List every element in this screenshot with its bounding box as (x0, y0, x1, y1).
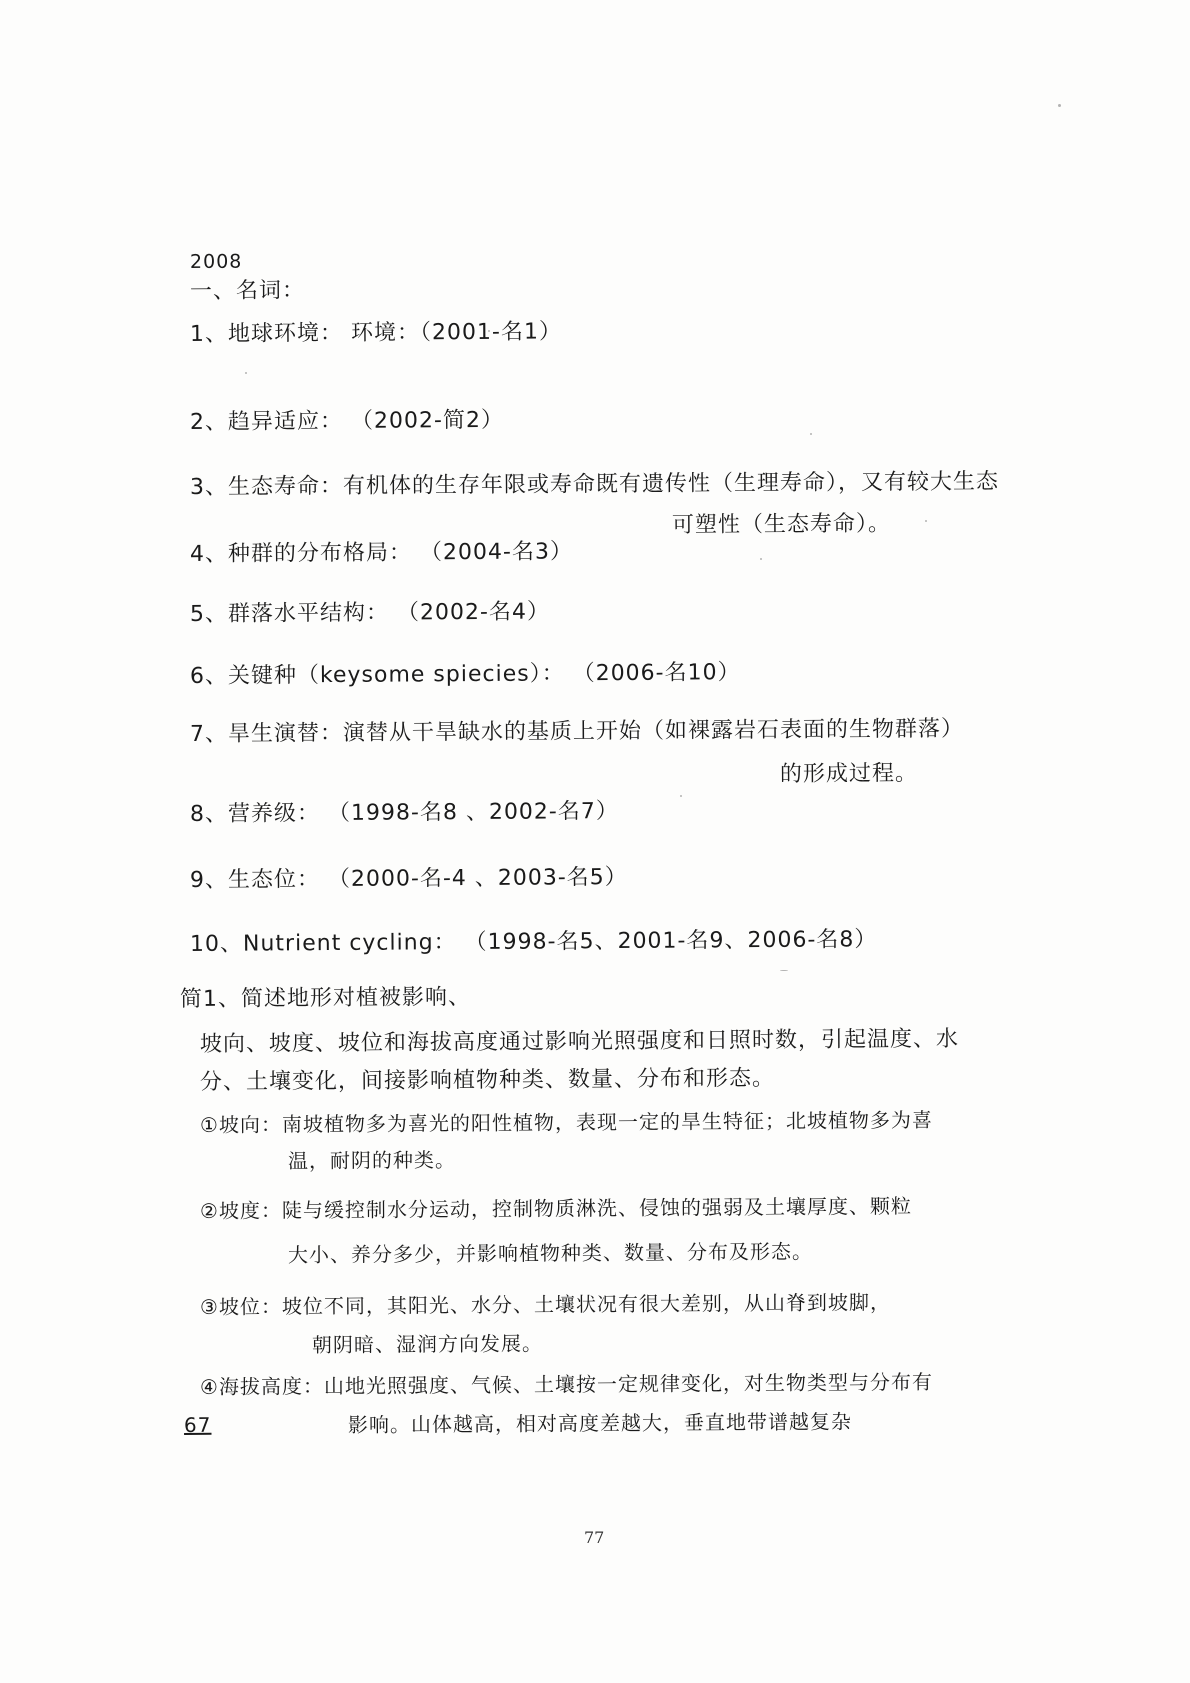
answer-point-continuation: 温，耐阴的种类。 (287, 1147, 457, 1173)
term-item: 6、关键种（keysome spiecies）： （2006-名10） (189, 660, 741, 689)
scan-speck (680, 795, 682, 797)
answer-point-continuation: 朝阴暗、湿润方向发展。 (311, 1331, 544, 1357)
answer-point-continuation: 影响。山体越高，相对高度差越大，垂直地带谱越复杂 (347, 1409, 853, 1437)
answer-intro-line: 坡向、坡度、坡位和海拔高度通过影响光照强度和日照时数，引起温度、水 (199, 1026, 960, 1057)
scan-speck (780, 970, 788, 971)
term-item: 2、趋异适应： （2002-简2） (189, 407, 504, 435)
page-number: 77 (584, 1528, 605, 1547)
term-item: 7、旱生演替：演替从干旱缺水的基质上开始（如裸露岩石表面的生物群落） (189, 716, 965, 747)
answer-point: ②坡度：陡与缓控制水分运动，控制物质淋洗、侵蚀的强弱及土壤厚度、颗粒 (199, 1194, 913, 1223)
term-item-continuation: 的形成过程。 (779, 761, 919, 787)
term-item: 3、生态寿命：有机体的生存年限或寿命既有遗传性（生理寿命），又有较大生态 (189, 469, 1000, 500)
answer-intro-line: 分、土壤变化，间接影响植物种类、数量、分布和形态。 (199, 1065, 776, 1095)
scan-speck (1058, 104, 1061, 107)
term-item: 1、地球环境： 环境：（2001-名1） (189, 319, 562, 347)
section-title: 一、名词： (189, 278, 306, 304)
scan-speck (760, 558, 762, 560)
term-item-continuation: 可塑性（生态寿命）。 (671, 511, 892, 538)
term-item: 9、生态位： （2000-名-4 、2003-名5） (189, 864, 628, 893)
scan-speck (245, 372, 247, 374)
term-item: 8、营养级： （1998-名8 、2002-名7） (189, 799, 619, 827)
term-item: 5、群落水平结构： （2002-名4） (189, 599, 550, 627)
scan-speck (810, 433, 812, 435)
answer-point-continuation: 大小、养分多少，并影响植物种类、数量、分布及形态。 (287, 1239, 814, 1267)
answer-point: ③坡位：坡位不同，其阳光、水分、土壤状况有很大差别，从山脊到坡脚， (199, 1290, 892, 1319)
answer-point: ④海拔高度：山地光照强度、气候、土壤按一定规律变化，对生物类型与分布有 (199, 1369, 934, 1399)
scan-speck (925, 520, 927, 522)
year-heading: 2008 (189, 250, 243, 273)
term-item: 4、种群的分布格局： （2004-名3） (189, 539, 573, 567)
answer-point: ①坡向：南坡植物多为喜光的阳性植物，表现一定的旱生特征；北坡植物多为喜 (199, 1107, 934, 1137)
question-title: 简1、简述地形对植被影响、 (179, 984, 472, 1012)
term-item: 10、Nutrient cycling： （1998-名5、2001-名9、2006-名8） (189, 927, 878, 957)
margin-note: 67 (183, 1412, 212, 1437)
